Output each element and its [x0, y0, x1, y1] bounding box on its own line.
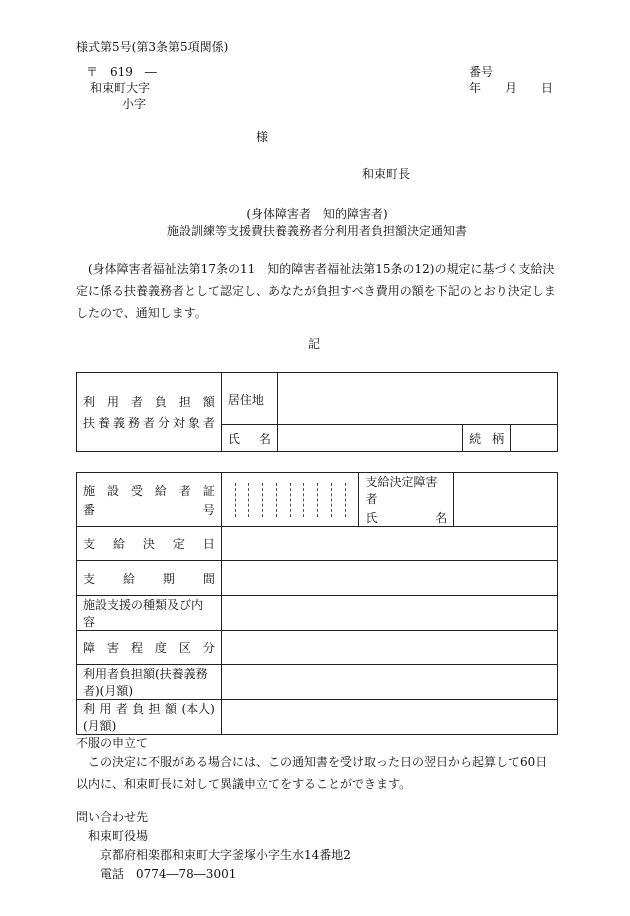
contact-phone: 0774―78―3001 [136, 867, 237, 881]
relation-value[interactable] [511, 425, 558, 452]
table-decision [76, 472, 558, 735]
residence-label: 居住地 [221, 373, 277, 425]
cell-target-person-label [77, 373, 222, 452]
recipient-honorific: 様 [256, 130, 269, 144]
target-line2: 扶 養 義 務 者 分 対 象 者 [83, 416, 215, 430]
contact-address: 京都府相楽郡和束町大字釜塚小字生水14番地2 [100, 848, 351, 862]
contact-heading: 問い合わせ先 [76, 810, 149, 824]
facility-number-label: 施 設 受 給 者 証 番 号 [77, 473, 222, 527]
title-line2: 施設訓練等支援費扶養義務者分利用者負担額決定通知書 [166, 224, 467, 238]
guardian-cost-value[interactable] [221, 665, 557, 700]
postal-mark: 〒 [86, 65, 99, 79]
decision-date-label: 支 給 決 定 日 [77, 527, 222, 561]
support-type-label: 施設支援の種類及び内容 [77, 596, 222, 631]
address-town: 和束町大字 [90, 81, 151, 95]
period-label: 支 給 期 間 [77, 561, 222, 596]
name-value[interactable] [277, 425, 462, 452]
relation-label: 続 柄 [463, 425, 511, 452]
name-label: 氏 名 [221, 425, 277, 452]
digit-boxes [222, 483, 359, 517]
date-month: 月 [505, 81, 518, 95]
table-beneficiary [76, 372, 558, 452]
issuer: 和束町長 [362, 167, 411, 181]
target-line1: 利 用 者 負 担 額 [83, 395, 215, 409]
title-line1: (身体障害者 知的障害者) [246, 207, 388, 221]
date-day: 日 [541, 81, 554, 95]
disability-level-label: 障 害 程 度 区 分 [77, 631, 222, 665]
residence-value[interactable] [277, 373, 557, 425]
appeal-text: この決定に不服がある場合には、この通知書を受け取った日の翌日から起算して60日以内に、和束町長に対して異議申立てをすることができます。 [76, 755, 548, 791]
support-type-value[interactable] [221, 596, 557, 631]
decision-person-value[interactable] [454, 473, 558, 527]
decision-person-label: 支給決定障害者 氏 名 [359, 473, 454, 527]
ki-heading: 記 [308, 337, 321, 351]
decision-date-value[interactable] [221, 527, 557, 561]
form-number: 様式第5号(第3条第5項関係) [76, 40, 229, 54]
self-cost-label: 利 用 者 負 担 額 (本人) (月額) [77, 700, 222, 735]
appeal-heading: 不服の申立て [76, 736, 149, 750]
facility-number-value[interactable] [221, 473, 359, 527]
date-year: 年 [469, 81, 482, 95]
contact-office: 和束町役場 [88, 829, 149, 843]
disability-level-value[interactable] [221, 631, 557, 665]
guardian-cost-label: 利用者負担額(扶養義務 者)(月額) [77, 665, 222, 700]
self-cost-value[interactable] [221, 700, 557, 735]
address-subarea: 小字 [122, 97, 147, 111]
contact-phone-label: 電話 [100, 867, 125, 881]
body-text: (身体障害者福祉法第17条の11 知的障害者福祉法第15条の12)の規定に基づく支給決定に係る扶養義務者として認定し、あなたが負担すべき費用の額を下記のとおり決定しましたので、通知します。 [76, 262, 556, 320]
postal-code: 619 ― [110, 65, 157, 79]
number-label: 番号 [469, 65, 494, 79]
period-value[interactable] [221, 561, 557, 596]
